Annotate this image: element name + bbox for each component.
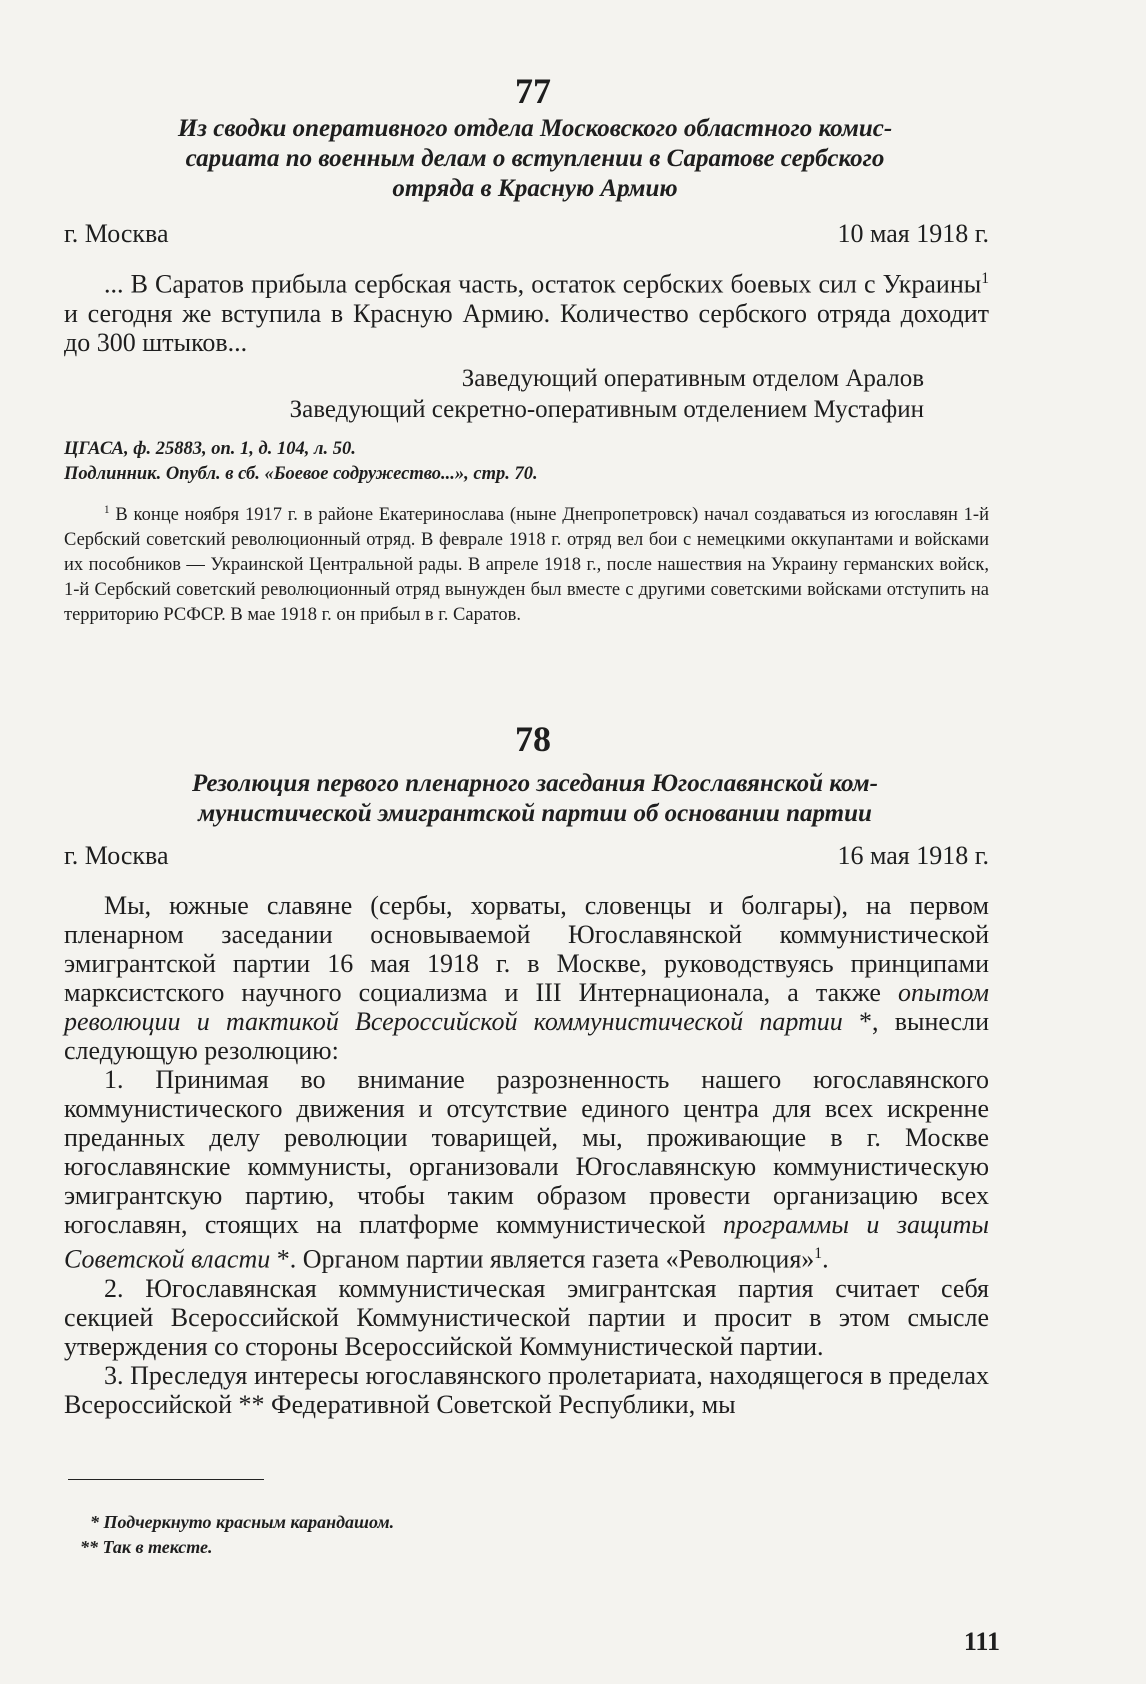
doc77-text-a: ... В Саратов прибыла сербская часть, остаток сербских боевых сил с Украины — [104, 269, 982, 299]
doc78-p2-c: . — [822, 1244, 829, 1274]
doc77-title-line-3: отряда в Красную Армию — [392, 175, 678, 202]
doc77-signature-1: Заведующий оперативным отделом Аралов — [461, 365, 924, 392]
doc77-archive-ref: ЦГАСА, ф. 25883, оп. 1, д. 104, л. 50. — [64, 439, 356, 459]
doc78-p1-italic: опытом революции и тактикой Всероссийской коммунистической партии — [64, 978, 989, 1036]
doc77-title-line-1: Из сводки оперативного отдела Московского областного комис- — [177, 115, 893, 142]
doc78-paragraph-intro — [64, 891, 989, 1065]
doc78-date: 16 мая 1918 г. — [837, 841, 989, 870]
doc78-title — [95, 769, 975, 829]
note-star-2: ** Так в тексте. — [80, 1537, 213, 1557]
doc78-paragraph-2: 2. Югославянская коммунистическая эмигрантская партия считает себя секцией Всероссийской Коммунистической партии и просит в этом смысле утверждения со стороны Всероссийской Коммунистической партии. — [64, 1273, 989, 1361]
doc78-place-date — [64, 841, 989, 871]
doc77-footnote-text: В конце ноября 1917 г. в районе Екатеринослава (ныне Днепропетровск) начал создаваться из югославян 1-й Сербский советский революционный отряд. В феврале 1918 г. отряд вел бои с немецкими оккупантами и войсками их пособников — Украинской Центральной рады. В апреле 1918 г., после нашествия на Украину германских войск, 1-й Сербский советский революционный отряд вынужден был вместе с другими советскими войсками отступить на территорию РСФСР. В мае 1918 г. он прибыл в г. Саратов. — [64, 505, 989, 626]
doc78-p2-a: 1. Принимая во внимание разрозненность нашего югославянского коммунистического движения и отсутствие единого центра для всех искренне преданных делу революции товарищей, мы, проживающие в г. Москве югославянские коммунисты, организовали Югославянскую коммунистическую эмигрантскую партию, чтобы таким образом провести организацию всех югославян, стоящих на платформе коммунистической — [64, 1065, 989, 1239]
note-star-1: * Подчеркнуто красным карандашом. — [90, 1512, 395, 1532]
doc78-p2-b: *. Органом партии является газета «Революция» — [270, 1244, 815, 1274]
doc78-paragraph-1 — [64, 1065, 989, 1274]
doc77-place-date — [64, 219, 989, 249]
doc77-signatures-2 — [64, 394, 924, 425]
footnote-divider — [68, 1479, 264, 1480]
doc77-place: г. Москва — [64, 219, 169, 248]
doc78-p1-a: Мы, южные славяне (сербы, хорваты, словенцы и болгары), на первом пленарном заседании основываемой Югославянской коммунистической эмигрантской партии 16 мая 1918 г. в Москве, руководствуясь принципами марксистского научного социализма и III Интернационала, а также — [64, 891, 989, 1007]
doc78-place: г. Москва — [64, 841, 169, 870]
doc77-signature-2: Заведующий секретно-оперативным отделением Мустафин — [289, 396, 924, 423]
doc77-number: 77 — [515, 71, 551, 111]
doc77-title-line-2: сариата по военным делам о вступлении в Саратове сербского — [185, 145, 885, 172]
doc78-title-line-1: Резолюция первого пленарного заседания Югославянской ком- — [192, 770, 878, 797]
doc78-number: 78 — [515, 719, 551, 759]
doc77-text-b: и сегодня же вступила в Красную Армию. Количество сербского отряда доходит до 300 штыков... — [64, 298, 989, 357]
doc77-footnote-paragraph — [64, 498, 989, 628]
doc77-footnote-number: 1 — [104, 504, 110, 516]
doc78-p2-footnote-mark: 1 — [814, 1245, 823, 1262]
doc77-footnote-mark: 1 — [981, 270, 989, 287]
doc77-title — [95, 114, 975, 204]
page-number: 111 — [963, 1627, 1000, 1656]
doc78-p1-b: *, вынесли следующую резолюцию: — [64, 1007, 989, 1065]
doc78-body — [64, 891, 989, 1419]
doc77-date: 10 мая 1918 г. — [837, 219, 989, 248]
doc77-publication-ref: Подлинник. Опубл. в сб. «Боевое содружество...», стр. 70. — [64, 464, 538, 484]
doc78-p2-italic: программы и защиты Советской власти — [64, 1210, 990, 1274]
doc77-signatures — [64, 363, 924, 394]
doc78-title-line-2: мунистической эмигрантской партии об основании партии — [198, 800, 872, 827]
doc77-body — [64, 264, 989, 357]
doc77-paragraph — [64, 264, 989, 357]
doc78-paragraph-3: 3. Преследуя интересы югославянского пролетариата, находящегося в пределах Всероссийской ** Федеративной Советской Республики, мы — [64, 1360, 989, 1419]
doc77-footnote — [64, 498, 989, 628]
